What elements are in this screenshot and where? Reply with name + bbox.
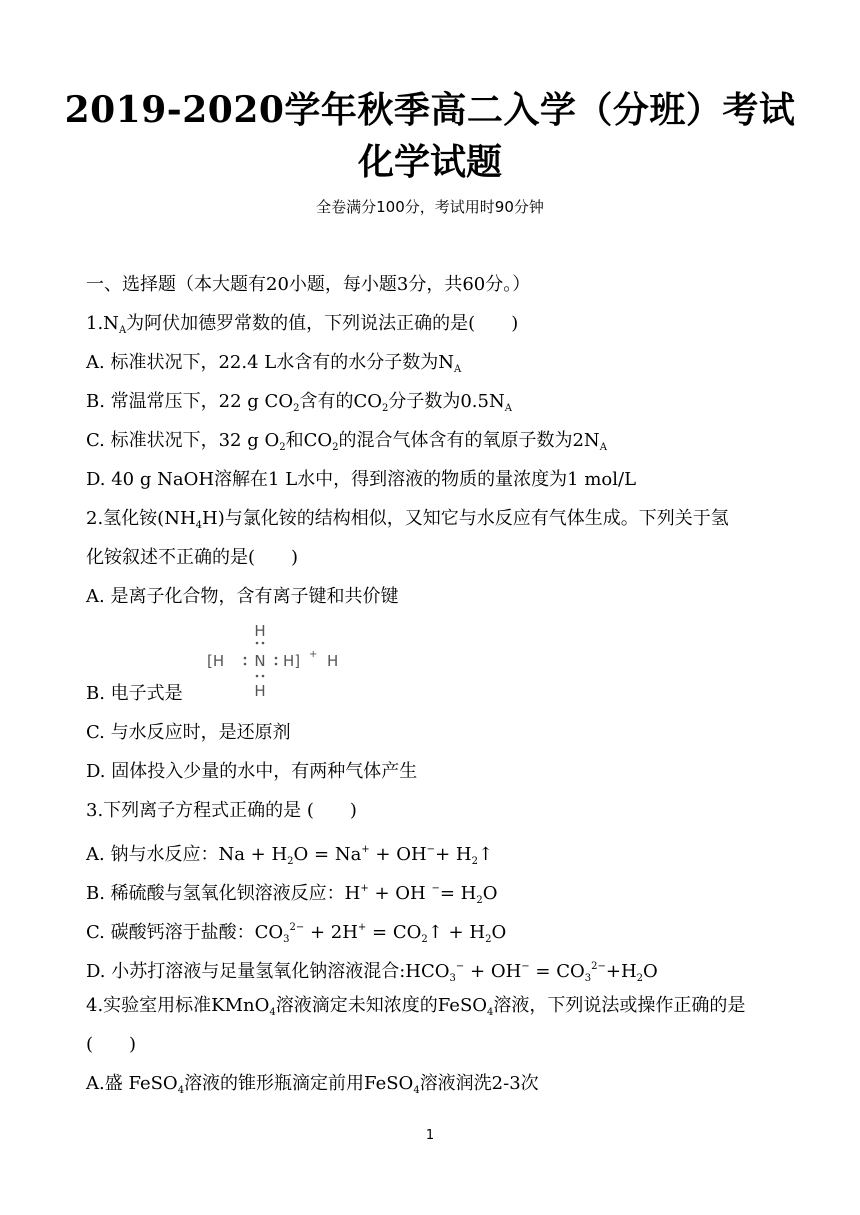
question-3-option-b: B. 稀硫酸与氢氧化钡溶液反应：H+ + OH $^-= H_2O$ bbox=[86, 883, 498, 906]
exam-subject-title: 化学试题 bbox=[357, 141, 502, 183]
question-3-stem: 3.下列离子方程式正确的是 ( ) bbox=[86, 800, 357, 821]
electron-dot bbox=[262, 675, 265, 678]
formula-n: N bbox=[254, 652, 266, 670]
formula-h-bottom: H bbox=[254, 682, 266, 700]
exam-info: 全卷满分100分，考试用时90分钟 bbox=[316, 198, 544, 216]
question-2-option-c: C. 与水反应时，是还原剂 bbox=[86, 722, 291, 743]
question-2-stem-line1: 2.氢化铵$(NH_4H)$与氯化铵的结构相似，又知它与水反应有气体生成。下列关于氢 bbox=[86, 508, 729, 531]
formula-h-top: H bbox=[254, 622, 266, 640]
question-1-option-a: A. 标准状况下，22.4 L水含有的水分子数为$N_A$ bbox=[86, 352, 462, 375]
electron-dot bbox=[256, 675, 259, 678]
formula-charge: + bbox=[309, 649, 318, 660]
question-4-option-a: A.盛 FeSO$_4$溶液的锥形瓶滴定前用FeSO$_4$溶液润洗2-3次 bbox=[86, 1073, 539, 1096]
electron-dot bbox=[275, 657, 278, 660]
question-2-stem-line2: 化铵叙述不正确的是( ) bbox=[86, 547, 299, 568]
question-1-option-b: B. 常温常压下，22 g $CO_2$含有的$CO_2$分子数为$0.5N_A$ bbox=[86, 391, 512, 414]
question-3-option-d: D. 小苏打溶液与足量氢氧化钠溶液混合$:HCO_3^- + OH^- = CO_3^{2-}+H_2O$ bbox=[86, 961, 658, 984]
question-4-stem-line2: ( ) bbox=[86, 1034, 137, 1055]
exam-title: 2019-2020学年秋季高二入学（分班）考试 bbox=[64, 89, 796, 131]
formula-h-anion: H bbox=[327, 652, 339, 670]
question-3-option-a: A. 钠与水反应：$Na + H_2O = Na^+ + OH^-+$ $H_2↑$ bbox=[86, 844, 494, 867]
formula-h-left: [H bbox=[207, 652, 225, 670]
formula-h-right: H] bbox=[283, 652, 301, 670]
question-1-option-d: D. 40 g NaOH溶解在1 L水中，得到溶液的物质的量浓度为1 mol/L bbox=[86, 469, 637, 490]
electron-dot bbox=[244, 657, 247, 660]
page-number: 1 bbox=[425, 1128, 435, 1143]
electron-dot bbox=[275, 663, 278, 666]
question-4-stem-line1: 4.实验室用标准KMnO$_4$溶液滴定未知浓度的FeSO$_4$溶液，下列说法或操作正确的是 bbox=[86, 995, 746, 1018]
question-2-option-b: B. 电子式是 bbox=[86, 683, 183, 704]
electron-dot bbox=[256, 642, 259, 645]
electron-dot bbox=[262, 642, 265, 645]
question-3-option-c: C. 碳酸钙溶于盐酸：$CO_3^{2-} + 2H^+$ = $CO_2↑ + H_2O$ bbox=[86, 922, 507, 945]
section-heading: 一、选择题（本大题有20小题，每小题3分，共60分。） bbox=[86, 274, 531, 295]
question-1-option-c: C. 标准状况下，32 g $O_2$和$CO_2$的混合气体含有的氧原子数为$2N_A$ bbox=[86, 430, 607, 453]
question-1-stem: $1.N_A$为阿伏加德罗常数的值，下列说法正确的是( ) bbox=[86, 313, 519, 336]
electron-dot bbox=[244, 663, 247, 666]
question-2-option-a: A. 是离子化合物，含有离子键和共价键 bbox=[86, 586, 399, 607]
question-2-option-d: D. 固体投入少量的水中，有两种气体产生 bbox=[86, 761, 418, 782]
